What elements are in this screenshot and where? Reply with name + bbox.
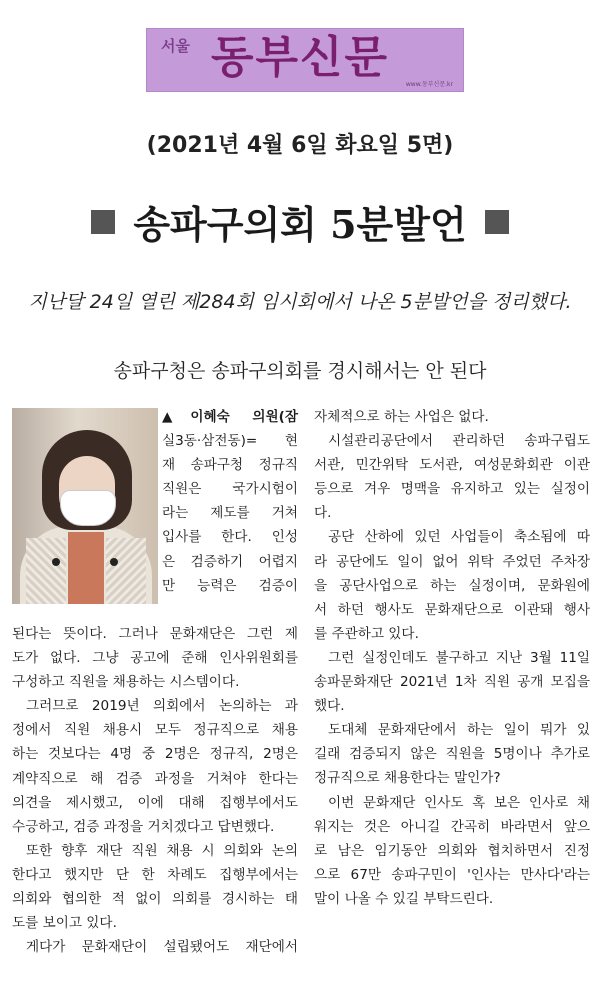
text-line: 다.: [314, 505, 332, 522]
text-line: 정규직으로 채용한다는 말인가?: [314, 770, 501, 787]
text-line: 도가 없다. 그냥 공고에 준해 인사위원회를: [12, 650, 298, 667]
text-line: 말이 나올 수 있길 부탁드린다.: [314, 890, 494, 907]
text-line: 재 송파구청 정규직: [162, 457, 298, 474]
text-line: 라 공단에도 일이 없어 위탁 주었던 주차장: [314, 553, 590, 570]
text-line: 수긍하고, 검증 과정을 거치겠다고 답변했다.: [12, 818, 275, 835]
subtitle: 지난달 24일 열린 제284회 임시회에서 나온 5분발언을 정리했다.: [28, 291, 572, 313]
text-line: 만 능력은 검증이: [162, 577, 298, 594]
masthead-title: 동부신문: [211, 32, 390, 83]
text-line: 실3동·삼전동)= 현: [162, 433, 298, 450]
text-line: 그런 실정인데도 불구하고 지난 3월 11일: [328, 649, 590, 666]
text-line: 한다고 했지만 단 한 차례도 집행부에서는: [12, 866, 298, 883]
text-line: 이번 문화재단 인사도 혹 보은 인사로 채: [328, 794, 590, 811]
byline: ▲이혜숙 의원(잠: [162, 409, 298, 425]
text-line: 로 남은 임기동안 의회와 협치하면서 진정: [314, 842, 590, 859]
text-line: 구성하고 직원을 채용하는 시스템이다.: [12, 674, 240, 691]
publication-dateline: (2021년 4월 6일 화요일 5면): [146, 133, 454, 158]
article-column-1-bottom: [12, 622, 298, 959]
text-line: 의회와 협의한 적 없이 의회를 경시하는 태: [12, 891, 298, 908]
text-line: 워지는 것은 아니길 간곡히 바라면서 앞으: [314, 818, 590, 835]
text-line: 도대체 문화재단에서 하는 일이 뭐가 있: [328, 722, 590, 739]
text-line: 의견을 제시했고, 이에 대해 집행부에서도: [12, 794, 298, 811]
text-line: 등으로 겨우 명맥을 유지하고 있는 실정이: [314, 481, 590, 498]
text-line: 정에서 직원 채용시 모두 정규직으로 채용: [12, 722, 298, 739]
headline-text: 송파구의회 5분발언: [133, 202, 467, 247]
text-line: 도를 보이고 있다.: [12, 915, 117, 932]
headline-row: [0, 194, 600, 249]
article-column-2: [314, 405, 590, 911]
text-line: 으로 67만 송파구민이 '인사는 만사다'라는: [314, 866, 590, 883]
text-line: 송파문화재단 2021년 1차 직원 공개 모집을: [314, 674, 590, 691]
text-line: 을 공단사업으로 하는 실정이며, 문화원에: [314, 577, 590, 594]
text-line: 또한 향후 재단 직원 채용 시 의회와 논의: [26, 842, 298, 859]
text-line: 라는 제도를 거쳐: [162, 505, 298, 522]
article-column-1-top: [162, 405, 298, 598]
masthead-fine-print: www.동부신문.kr: [405, 81, 453, 88]
text-line: 자체적으로 하는 사업은 없다.: [314, 409, 489, 425]
text-line: 했다.: [314, 698, 345, 715]
text-line: 그러므로 2019년 의회에서 논의하는 과: [26, 698, 298, 715]
square-bullet-icon: [91, 210, 115, 234]
text-line: 서관, 민간위탁 도서관, 여성문화회관 이관: [314, 457, 590, 474]
text-line: 를 주관하고 있다.: [314, 625, 419, 642]
masthead-region: 서울: [161, 37, 190, 55]
text-line: 하는 것보다는 4명 중 2명은 정규직, 2명은: [12, 746, 298, 763]
text-line: 된다는 뜻이다. 그러나 문화재단은 그런 제: [12, 626, 298, 642]
newspaper-masthead: [146, 28, 464, 92]
text-line: 길래 검증되지 않은 직원을 5명이나 추가로: [314, 746, 590, 763]
article-title: 송파구청은 송파구의회를 경시해서는 안 된다: [113, 360, 487, 382]
square-bullet-icon: [485, 210, 509, 234]
text-line: 입사를 한다. 인성: [162, 529, 298, 546]
text-line: 시설관리공단에서 관리하던 송파구립도: [328, 433, 590, 450]
text-line: 게다가 문화재단이 설립됐어도 재단에서: [26, 939, 298, 956]
councilor-photo: [12, 408, 158, 604]
text-line: 직원은 국가시험이: [162, 481, 298, 498]
text-line: 은 검증하기 어렵지: [162, 553, 298, 570]
text-line: 공단 산하에 있던 사업들이 축소됨에 따: [328, 529, 590, 546]
text-line: 서 하던 행사도 문화재단으로 이관돼 행사: [314, 601, 590, 618]
text-line: 계약직으로 해 검증 과정을 거쳐야 한다는: [12, 770, 298, 787]
